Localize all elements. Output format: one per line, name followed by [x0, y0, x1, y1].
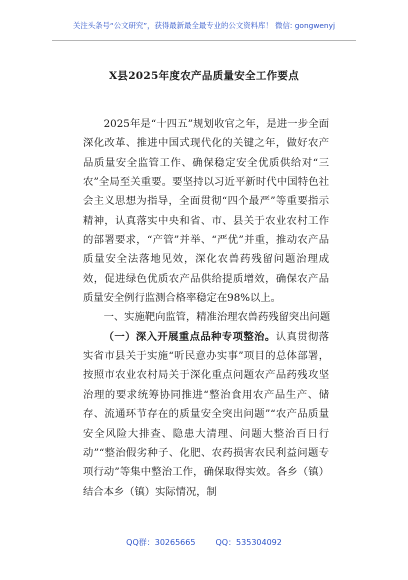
- subsection-body: 认真贯彻落实省市县关于实施“听民意办实事”项目的总体部署，按照市农业农村局关于深化重点问题农产品药残攻坚治理的要求统筹协同推进“整治食用农产品生产、储存、流通环节存在的质量安全突出问题”“农产品质量安全风险大排查、隐患大清理、问题大整治百日行动”“整治假劣种子、化肥、农药损害农民利益问题专项行动”等集中整治工作，确保取得实效。各乡（镇）结合本乡（镇）实际情况，制: [83, 330, 330, 498]
- qq-label: QQ：: [215, 538, 237, 547]
- section-heading: 一、实施靶向监管，精准治理农兽药残留突出问题: [103, 311, 331, 324]
- subsection-paragraph: [83, 328, 329, 502]
- intro-paragraph: 2025年是“十四五”规划收官之年，是进一步全面深化改革、推进中国式现代化的关键之年，做好农产品质量安全监管工作、确保稳定安全优质供给对“三农”全局至关重要。要坚持以习近平新时代中国特色社会主义思想为指导，全面贯彻“四个最严”等重要指示精神，认真落实中央和省、市、县关于农业农村工作的部署要求，“产管”并举、“严优”并重，推动农产品质量安全法落地见效，深化农兽药残留问题治理成效，促进绿色优质农产品供给提质增效，确保农产品质量安全例行监测合格率稳定在98%以上。: [83, 118, 329, 305]
- header-divider: [52, 40, 356, 41]
- qq-group-label: QQ群：: [126, 538, 155, 547]
- document-body: [83, 115, 329, 502]
- document-title: X县2025年度农产品质量安全工作要点: [108, 70, 300, 82]
- footer-contact: [0, 537, 408, 548]
- qq-number: 535304092: [236, 538, 282, 547]
- header-banner: 关注头条号“公文研究”，获得最新最全最专业的公文资料库！ 微信: gongwenyj: [72, 21, 336, 30]
- subsection-heading: （一）深入开展重点品种专项整治。: [103, 330, 276, 343]
- qq-group-number: 30265665: [154, 538, 196, 547]
